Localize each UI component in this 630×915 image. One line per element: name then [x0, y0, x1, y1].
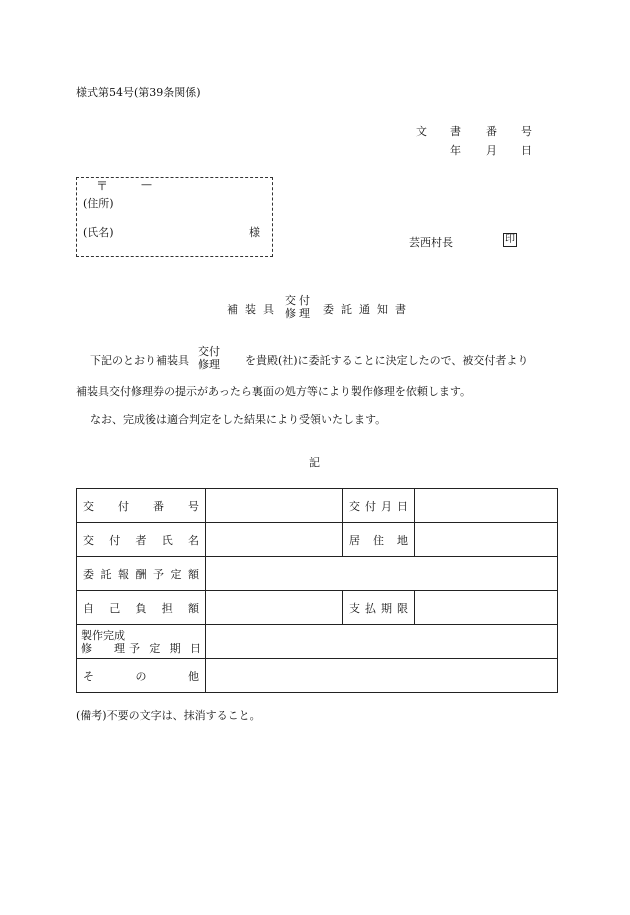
label-char: 日: [189, 641, 201, 655]
label-char: 付: [118, 499, 129, 513]
table-row: [77, 489, 558, 523]
label-char: 負: [135, 601, 147, 615]
label-char: 予: [129, 641, 140, 655]
label-residence: [343, 523, 415, 557]
body-line3: なお、完成後は適合判定をした結果により受領いたします。: [90, 413, 387, 426]
title-stack-bottom: 修理: [285, 307, 313, 320]
row5-stack-bottom: 修 理: [81, 641, 125, 655]
label-char: 他: [188, 669, 199, 683]
body-line1-pre: 下記のとおり補装具: [90, 354, 189, 367]
label-char: 報: [118, 567, 129, 581]
honorific-label: 様: [249, 226, 260, 239]
address-label: (住所): [83, 197, 114, 210]
label-recipient-name: [77, 523, 206, 557]
label-char: 託: [100, 567, 112, 581]
label-self-pay: [77, 591, 206, 625]
table-row: [77, 659, 558, 693]
label-char: 額: [188, 567, 199, 581]
row5-stack-top: 製作完成: [81, 628, 125, 642]
table-row: [77, 557, 558, 591]
date-char: 日: [521, 144, 532, 157]
value-self-pay[interactable]: [206, 591, 343, 625]
label-char: 酬: [135, 567, 147, 581]
label-char: 限: [397, 601, 408, 615]
table-row: [77, 625, 558, 659]
seal-mark: 印: [505, 234, 515, 245]
label-char: 期: [169, 641, 181, 655]
title-part-suffix: 委託通知書: [323, 303, 413, 316]
ki-heading: 記: [309, 456, 320, 469]
table-row: [77, 523, 558, 557]
date-char: 年: [450, 144, 461, 157]
value-recipient-name[interactable]: [206, 523, 343, 557]
value-residence[interactable]: [415, 523, 558, 557]
issuer-title: 芸西村長: [409, 236, 453, 249]
value-commission-fee[interactable]: [206, 557, 558, 591]
body-stack-top: 交付: [198, 345, 220, 358]
label-char: そ: [83, 669, 94, 683]
label-char: の: [135, 669, 147, 683]
name-label: (氏名): [83, 226, 114, 239]
body-line1-post: を貴殿(社)に委託することに決定したので、被交付者より: [245, 354, 529, 367]
label-char: 日: [397, 499, 408, 513]
label-char: 月: [381, 499, 392, 513]
postal-mark: 〒: [96, 179, 109, 193]
label-char: 交: [83, 533, 94, 547]
label-char: 地: [397, 533, 408, 547]
form-number: 様式第54号(第39条関係): [76, 86, 201, 99]
label-char: 己: [109, 601, 121, 615]
label-char: 付: [109, 533, 121, 547]
label-commission-fee: [77, 557, 206, 591]
doc-number-char: 文: [416, 125, 427, 138]
label-other: [77, 659, 206, 693]
label-char: 者: [135, 533, 147, 547]
title-stack-top: 交付: [285, 294, 313, 307]
label-char: 予: [153, 567, 164, 581]
label-char: 担: [161, 601, 173, 615]
doc-number-char: 書: [450, 125, 461, 138]
label-char: 額: [188, 601, 199, 615]
remarks-note: (備考)不要の文字は、抹消すること。: [76, 709, 261, 722]
label-payment-deadline: [343, 591, 415, 625]
body-stack: [198, 345, 220, 371]
label-char: 号: [188, 499, 199, 513]
date-char: 月: [486, 144, 497, 157]
label-char: 交: [83, 499, 94, 513]
label-char: 交: [349, 499, 360, 513]
label-issue-number: [77, 489, 206, 523]
title-part-prefix: 補装具: [227, 303, 281, 316]
body-line2: 補装具交付修理券の提示があったら裏面の処方等により製作修理を依頼します。: [76, 385, 472, 398]
label-char: 期: [381, 601, 392, 615]
value-payment-deadline[interactable]: [415, 591, 558, 625]
doc-number-char: 番: [486, 125, 497, 138]
label-char: 居: [349, 533, 360, 547]
label-char: 名: [188, 533, 199, 547]
details-table: [76, 488, 558, 693]
label-char: 番: [153, 499, 164, 513]
label-char: 委: [83, 567, 94, 581]
doc-number-char: 号: [521, 125, 532, 138]
label-char: 払: [365, 601, 376, 615]
label-char: 支: [349, 601, 360, 615]
value-issue-number[interactable]: [206, 489, 343, 523]
label-scheduled-date: [77, 625, 206, 659]
label-char: 定: [149, 641, 161, 655]
value-other[interactable]: [206, 659, 558, 693]
table-row: [77, 591, 558, 625]
body-stack-bottom: 修理: [198, 358, 220, 371]
label-char: 氏: [161, 533, 173, 547]
label-issue-date: [343, 489, 415, 523]
label-char: 付: [365, 499, 376, 513]
label-char: 住: [373, 533, 384, 547]
title-stack: [285, 294, 313, 320]
label-char: 自: [83, 601, 94, 615]
value-issue-date[interactable]: [415, 489, 558, 523]
value-scheduled-date[interactable]: [206, 625, 558, 659]
postal-dash: —: [141, 178, 152, 191]
label-char: 定: [170, 567, 182, 581]
